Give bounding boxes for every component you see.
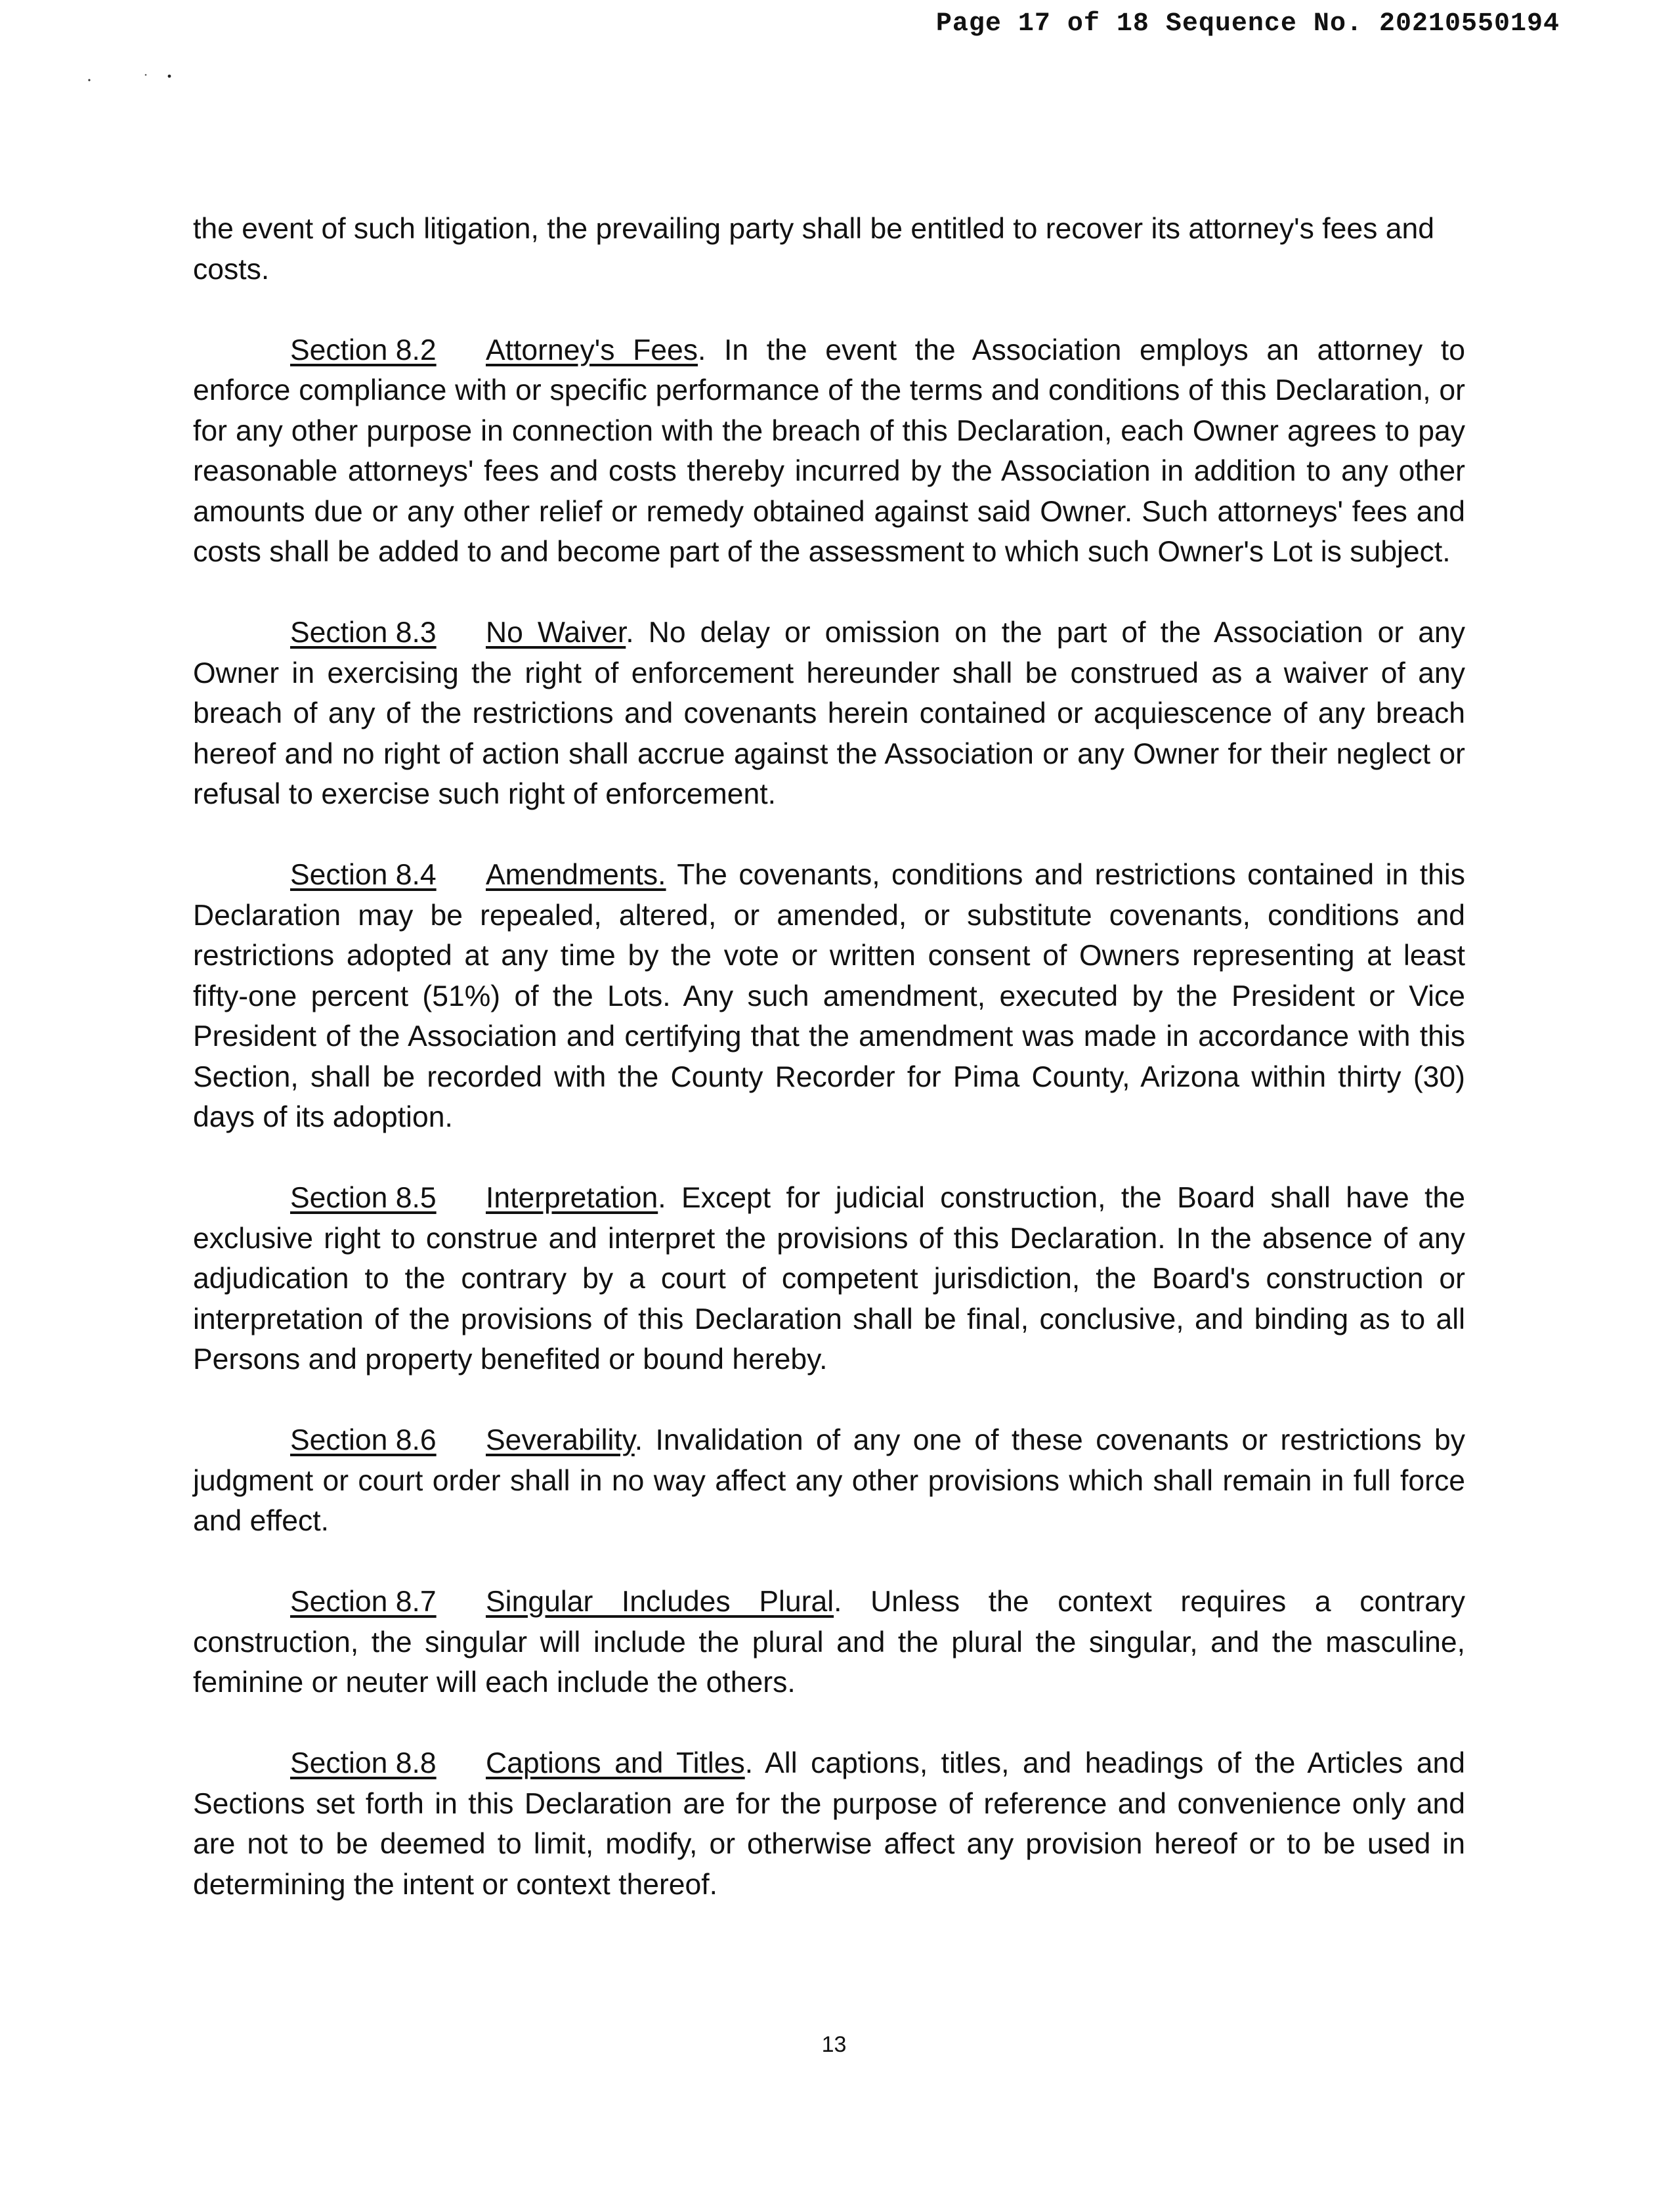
recording-header: Page 17 of 18 Sequence No. 20210550194 xyxy=(935,9,1560,39)
section-title-punct: . xyxy=(626,617,634,649)
section-8-7 xyxy=(193,1582,1465,1703)
section-number: Section 8.2 xyxy=(290,334,437,366)
section-title-punct: . xyxy=(658,1182,666,1214)
section-text: The covenants, conditions and restrictions contained in this Declaration may be repealed, altered, or amended, or substitute covenants, conditions and restrictions adopted at any time by the vote or written consent of Owners representing at least fifty-one percent (51%) of the Lots. Any such amendment, executed by the President or Vice President of the Association and certifying that the amendment was made in accordance with this Section, shall be recorded with the County Recorder for Pima County, Arizona within thirty (30) days of its adoption. xyxy=(193,859,1465,1133)
continuation-paragraph: the event of such litigation, the prevailing party shall be entitled to recover its attorney's fees and costs. xyxy=(193,213,1434,286)
section-title: Severability xyxy=(486,1424,635,1456)
section-8-6 xyxy=(193,1420,1465,1542)
section-title-punct: . xyxy=(634,1424,643,1456)
section-text: In the event the Association employs an attorney to enforce compliance with or specific performance of the terms and conditions of this Declaration, or for any other purpose in connection with the breach of this Declaration, each Owner agrees to pay reasonable attorneys' fees and costs thereby incurred by the Association in addition to any other amounts due or any other relief or remedy obtained against said Owner. Such attorneys' fees and costs shall be added to and become part of the assessment to which such Owner's Lot is subject. xyxy=(193,334,1465,568)
section-number: Section 8.6 xyxy=(290,1424,437,1456)
section-8-5 xyxy=(193,1178,1465,1380)
section-title: Captions and Titles xyxy=(486,1747,745,1779)
section-8-8 xyxy=(193,1743,1465,1905)
section-title: Attorney's Fees xyxy=(486,334,698,366)
section-number: Section 8.3 xyxy=(290,617,437,649)
section-text: Unless the context requires a contrary construction, the singular will include the plural and the plural the singular, and the masculine, feminine or neuter will each include the others. xyxy=(193,1586,1465,1699)
section-text: Except for judicial construction, the Board shall have the exclusive right to construe and interpret the provisions of this Declaration. In the absence of any adjudication to the contrary by a court of competent jurisdiction, the Board's construction or interpretation of the provisions of this Declaration shall be final, conclusive, and binding as to all Persons and property benefited or bound hereby. xyxy=(193,1182,1465,1376)
section-number: Section 8.7 xyxy=(290,1586,437,1618)
document-body xyxy=(193,209,1465,1945)
section-number: Section 8.5 xyxy=(290,1182,437,1214)
section-8-4 xyxy=(193,855,1465,1138)
section-text: Invalidation of any one of these covenants or restrictions by judgment or court order shall in no way affect any other provisions which shall remain in full force and effect. xyxy=(193,1424,1465,1537)
section-number: Section 8.8 xyxy=(290,1747,437,1779)
section-text: No delay or omission on the part of the Association or any Owner in exercising the right of enforcement hereunder shall be construed as a waiver of any breach of any of the restrictions and covenants herein contained or acquiescence of any breach hereof and no right of action shall accrue against the Association or any Owner for their neglect or refusal to exercise such right of enforcement. xyxy=(193,617,1465,810)
section-title: Interpretation xyxy=(486,1182,658,1214)
section-title-punct: . xyxy=(698,334,706,366)
section-title-punct: . xyxy=(744,1747,754,1779)
section-8-2 xyxy=(193,330,1465,573)
section-text: All captions, titles, and headings of the Articles and Sections set forth in this Declaration are for the purpose of reference and convenience only and are not to be deemed to limit, modify, or otherwise affect any provision hereof or to be used in determining the intent or context thereof. xyxy=(193,1747,1465,1901)
section-number: Section 8.4 xyxy=(290,859,437,891)
section-8-3 xyxy=(193,613,1465,815)
section-title: Singular Includes Plural xyxy=(486,1586,834,1618)
scan-specks xyxy=(85,66,177,92)
section-title-punct: . xyxy=(834,1586,842,1618)
section-title: Amendments. xyxy=(486,859,666,891)
page-number: 13 xyxy=(821,2032,847,2057)
section-title: No Waiver xyxy=(486,617,626,649)
